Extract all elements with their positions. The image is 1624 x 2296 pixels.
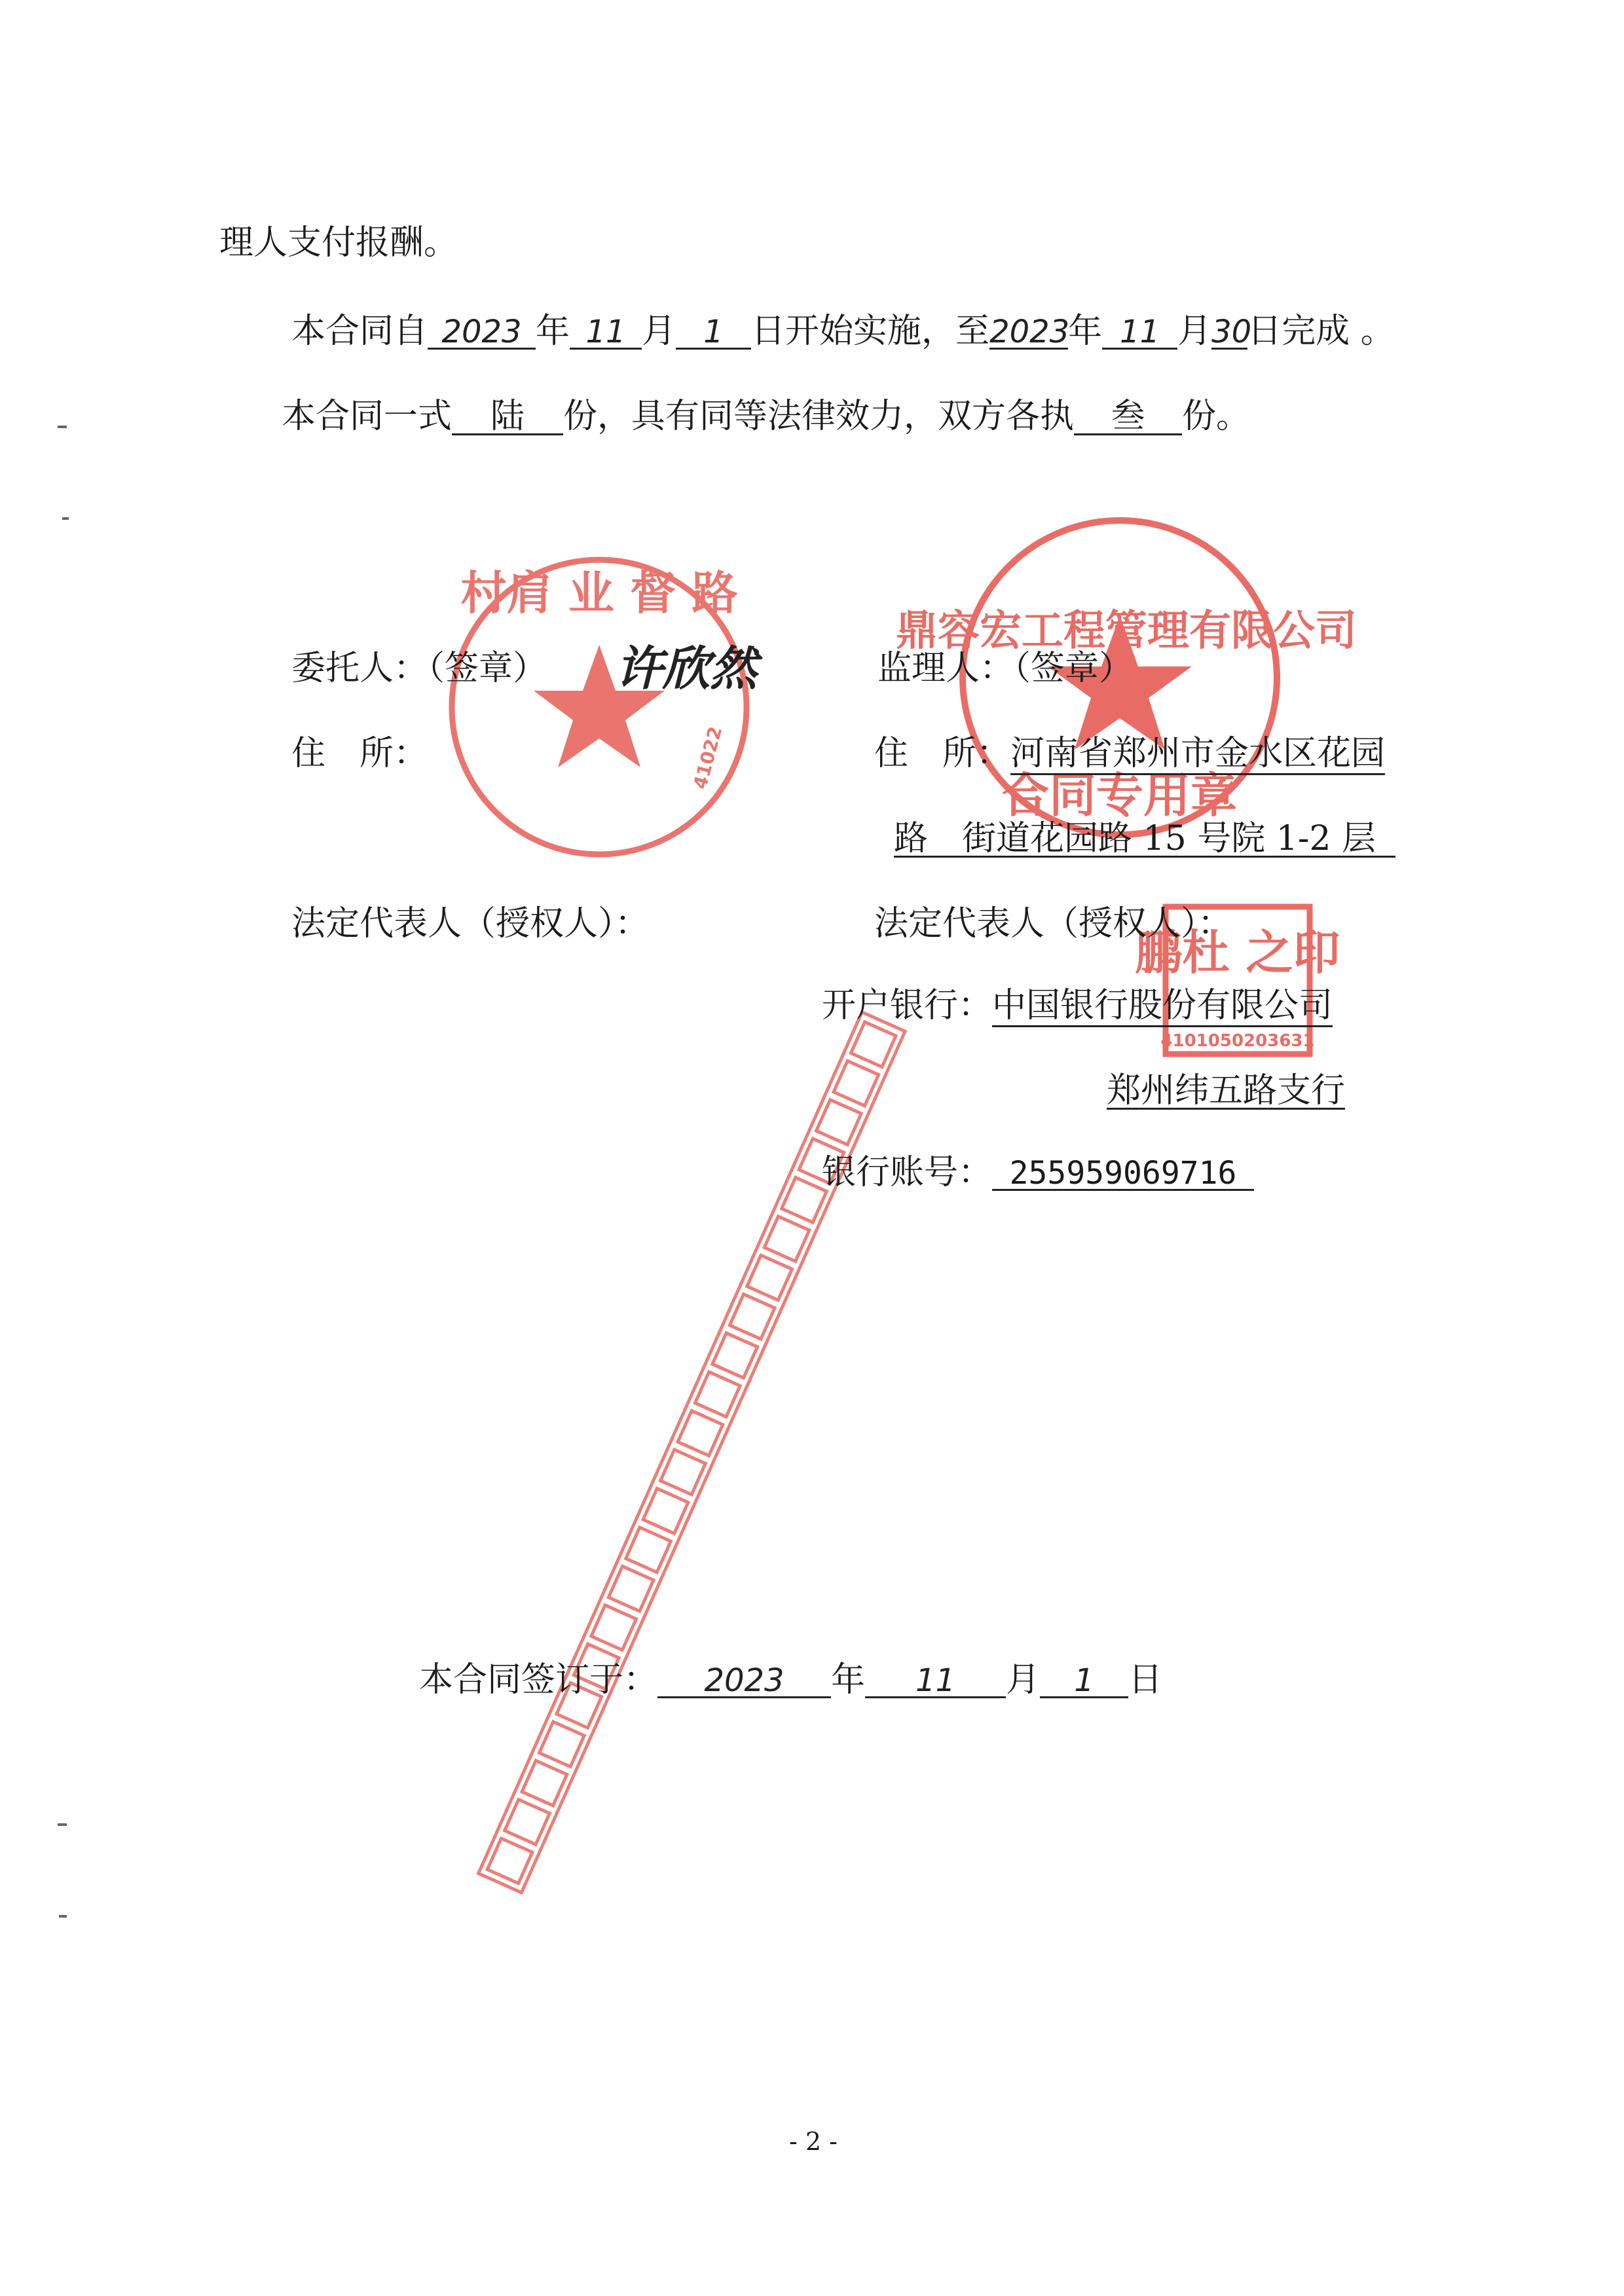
bank-name-line1: 中国银行股份有限公司 — [992, 986, 1333, 1027]
strip-box — [729, 1294, 775, 1339]
year-label: 年 — [1068, 312, 1103, 351]
account-row — [822, 1153, 1254, 1192]
scan-mark — [59, 1915, 67, 1918]
signing-year-label: 年 — [831, 1660, 866, 1700]
copies-mid: 份，具有同等法律效力，双方各执 — [563, 397, 1075, 436]
strip-box — [608, 1566, 654, 1611]
supervisor-address-label: 住 所： — [874, 734, 1011, 773]
bank-name-line2: 郑州纬五路支行 — [1107, 1071, 1346, 1110]
strip-box — [695, 1372, 740, 1417]
contract-term-line — [291, 314, 1395, 350]
term-prefix: 本合同自 — [291, 312, 428, 351]
supervisor-legal-rep-label: 法定代表人（授权人）： — [874, 904, 1232, 943]
strip-box — [626, 1527, 671, 1573]
client-address-label: 住 所： — [291, 734, 428, 773]
account-number: 255959069716 — [992, 1157, 1254, 1191]
strip-box — [487, 1838, 532, 1884]
svg-text:鼎容宏工程管理有限公司: 鼎容宏工程管理有限公司 — [896, 607, 1357, 655]
bank-label: 开户银行： — [822, 986, 993, 1025]
signing-month-label: 月 — [1006, 1660, 1041, 1700]
strip-box — [817, 1100, 862, 1145]
strip-box — [505, 1800, 550, 1845]
client-legal-rep-label: 法定代表人（授权人）： — [291, 904, 650, 943]
term-mid: 日开始实施，至 — [751, 312, 990, 351]
signing-day-label: 日 — [1128, 1660, 1163, 1700]
strip-box — [747, 1255, 792, 1300]
strip-box — [661, 1449, 706, 1495]
client-label: 委托人：（签章） — [291, 649, 547, 688]
scan-mark — [58, 1823, 67, 1826]
bank-row — [822, 986, 1333, 1025]
start-year-field: 2023 — [428, 316, 536, 350]
svg-text:鹏杜 之印: 鹏杜 之印 — [1135, 925, 1340, 980]
left-company-seal — [452, 560, 747, 854]
svg-text:4101050203631: 4101050203631 — [1160, 1031, 1315, 1051]
term-suffix: 日完成 。 — [1247, 312, 1395, 351]
supervisor-address-line1: 河南省郑州市金水区花园 — [1010, 734, 1385, 775]
supervisor-address-line2: 路 街道花园路 15 号院 1-2 层 — [894, 822, 1395, 858]
svg-text:村肩 业 督 路: 村肩 业 督 路 — [460, 566, 738, 620]
month-label: 月 — [1177, 312, 1212, 351]
year-label: 年 — [536, 312, 570, 351]
signing-day-field: 1 — [1040, 1665, 1128, 1698]
month-label: 月 — [642, 312, 676, 351]
client-signature: 许欣然 — [616, 641, 758, 696]
account-label: 银行账号： — [822, 1153, 993, 1192]
signing-date-line — [419, 1660, 1163, 1700]
strip-box — [522, 1760, 567, 1806]
strip-box — [643, 1489, 688, 1534]
end-year-field: 2023 — [989, 314, 1070, 350]
copies-prefix: 本合同一式 — [282, 397, 452, 436]
signing-year-field: 2023 — [657, 1665, 831, 1698]
cross-page-seal-strip — [479, 1012, 905, 1893]
end-month-field: 11 — [1102, 316, 1177, 350]
copies-suffix: 份。 — [1182, 397, 1251, 436]
supervisor-address-row — [874, 734, 1386, 773]
supervisor-label: 监理人：（签章） — [877, 649, 1134, 688]
paragraph-remuneration: 理人支付报酬。 — [219, 223, 458, 263]
start-day-field: 1 — [676, 316, 751, 350]
start-month-field: 11 — [570, 316, 642, 350]
svg-text:41022: 41022 — [689, 724, 727, 792]
strip-box — [782, 1178, 827, 1223]
strip-box — [764, 1216, 809, 1262]
end-day-field: 30 — [1211, 314, 1252, 350]
strip-box — [540, 1722, 585, 1767]
strip-box — [712, 1333, 758, 1378]
copies-line — [282, 399, 1250, 435]
svg-text:合同专用章: 合同专用章 — [1001, 768, 1238, 823]
total-copies-field: 陆 — [452, 399, 563, 435]
page-number: - 2 - — [789, 2127, 838, 2156]
signing-prefix: 本合同签订于： — [419, 1660, 658, 1700]
scan-mark — [62, 517, 69, 520]
strip-box — [678, 1411, 723, 1456]
each-copies-field: 叁 — [1074, 399, 1182, 435]
strip-box — [834, 1061, 879, 1106]
strip-box — [591, 1605, 637, 1650]
scan-mark — [58, 426, 67, 428]
signing-month-field: 11 — [865, 1665, 1006, 1698]
strip-box — [851, 1022, 896, 1067]
